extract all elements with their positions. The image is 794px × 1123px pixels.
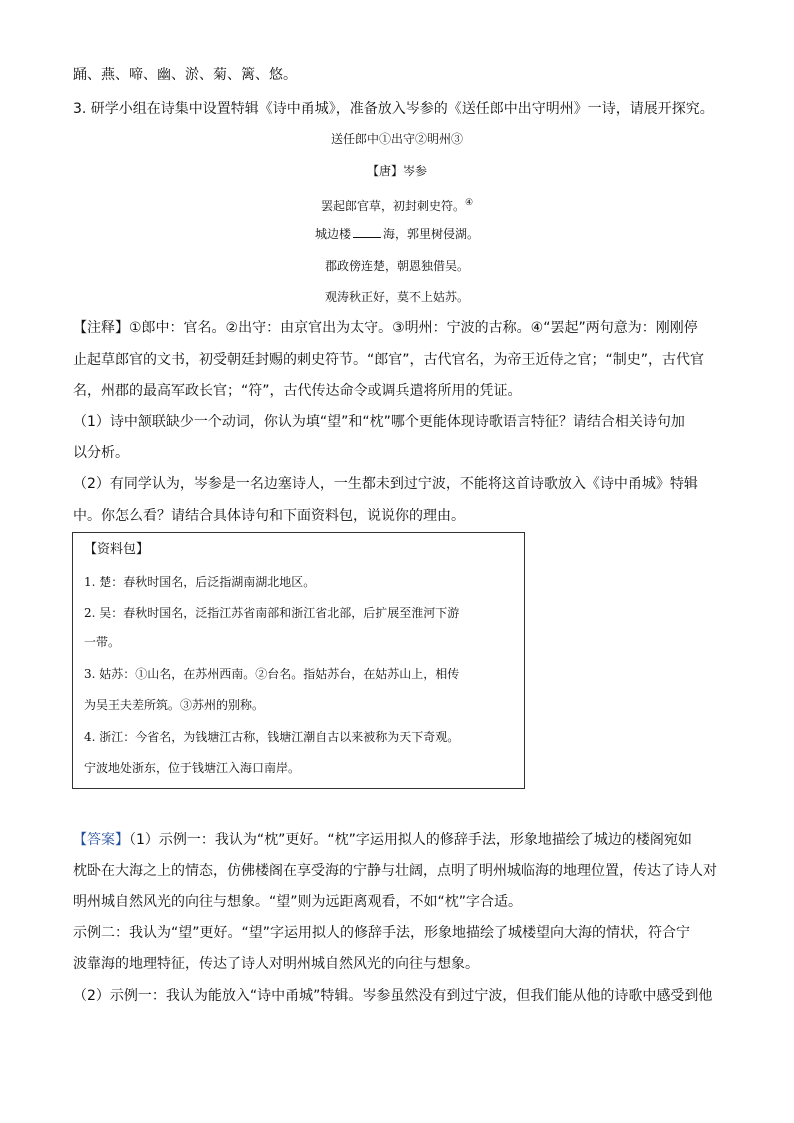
material-line: 3. 姑苏：①山名，在苏州西南。②台名。指姑苏台，在姑苏山上，相传 bbox=[84, 667, 460, 681]
poem-line-3: 郡政傍连楚，朝恩独借吴。 bbox=[324, 259, 469, 273]
poem-line-1-note: ④ bbox=[464, 198, 474, 208]
poem-line-4: 观涛秋正好，莫不上姑苏。 bbox=[324, 290, 469, 304]
q1-line-1: （1）诗中颔联缺少一个动词，你认为填“望”和“枕”哪个更能体现诗歌语言特征？请结合相关诗句加 bbox=[73, 414, 685, 430]
answer-line-1-text: （1）示例一：我认为“枕”更好。“枕”字运用拟人的修辞手法，形象地描绘了城边的楼阁宛如 bbox=[129, 832, 692, 848]
q1-line-2: 以分析。 bbox=[73, 445, 129, 461]
material-line: 宁波地处浙东，位于钱塘江入海口南岸。 bbox=[84, 761, 301, 775]
material-box bbox=[72, 532, 525, 789]
poem-line-1-text: 罢起郎官草，初封刺史符。 bbox=[320, 199, 465, 213]
material-line: 4. 浙江：今省名，为钱塘江古称，钱塘江潮自古以来被称为天下奇观。 bbox=[84, 730, 460, 744]
poem-line-2-b: 海，郭里树侵湖。 bbox=[383, 227, 480, 241]
poem-line-2 bbox=[0, 226, 794, 242]
answer-line-3: 明州城自然风光的向往与想象。“望”则为远距离观看，不如“枕”字合适。 bbox=[73, 894, 523, 910]
poem-line-1 bbox=[0, 195, 794, 214]
notes-line-2: 止起草郎官的文书，初受朝廷封赐的刺史符节。“郎官”，古代官名，为帝王近侍之官；“制史”，古代官 bbox=[73, 352, 705, 368]
question-3: 3. 研学小组在诗集中设置特辑《诗中甬城》，准备放入岑参的《送任郎中出守明州》一诗，请展开探究。 bbox=[73, 101, 714, 117]
answer-line-6: （2）示例一：我认为能放入“诗中甬城”特辑。岑参虽然没有到过宁波，但我们能从他的诗歌中感受到他 bbox=[73, 988, 713, 1004]
answer-tag: 【答案】 bbox=[73, 832, 129, 848]
q2-line-2: 中。你怎么看？请结合具体诗句和下面资料包，说说你的理由。 bbox=[73, 508, 465, 524]
notes-line-1: 【注释】①郎中：官名。②出守：由京官出为太守。③明州：宁波的古称。④“罢起”两句意为：刚刚停 bbox=[73, 320, 698, 336]
material-line: 为吴王夫差所筑。③苏州的别称。 bbox=[84, 698, 265, 712]
answer-line-1 bbox=[73, 831, 692, 849]
material-line: 1. 楚：春秋时国名，后泛指湖南湖北地区。 bbox=[84, 575, 316, 589]
answer-line-5: 波靠海的地理特征，传达了诗人对明州城自然风光的向往与想象。 bbox=[73, 956, 479, 972]
poem-author: 【唐】岑参 bbox=[366, 164, 427, 178]
poem-line-2-a: 城边楼 bbox=[314, 227, 351, 241]
notes-line-3: 名，州郡的最高军政长官；“符”，古代传达命令或调兵遣将所用的凭证。 bbox=[73, 383, 522, 399]
material-line: 一带。 bbox=[84, 635, 121, 649]
intro-line: 踊、燕、啼、幽、淤、菊、篱、悠。 bbox=[73, 67, 297, 83]
material-title: 【资料包】 bbox=[84, 542, 150, 557]
answer-line-4: 示例二：我认为“望”更好。“望”字运用拟人的修辞手法，形象地描绘了城楼望向大海的情状，符合宁 bbox=[73, 925, 691, 941]
material-line: 2. 吴：春秋时国名，泛指江苏省南部和浙江省北部，后扩展至淮河下游 bbox=[84, 606, 460, 620]
poem-title: 送任郎中①出守②明州③ bbox=[330, 132, 463, 146]
poem-blank bbox=[353, 227, 381, 238]
answer-line-2: 枕卧在大海之上的情态，仿佛楼阁在享受海的宁静与壮阔，点明了明州城临海的地理位置，传达了诗人对 bbox=[73, 863, 717, 879]
q2-line-1: （2）有同学认为，岑参是一名边塞诗人，一生都未到过宁波，不能将这首诗歌放入《诗中甬城》特辑 bbox=[73, 476, 698, 492]
